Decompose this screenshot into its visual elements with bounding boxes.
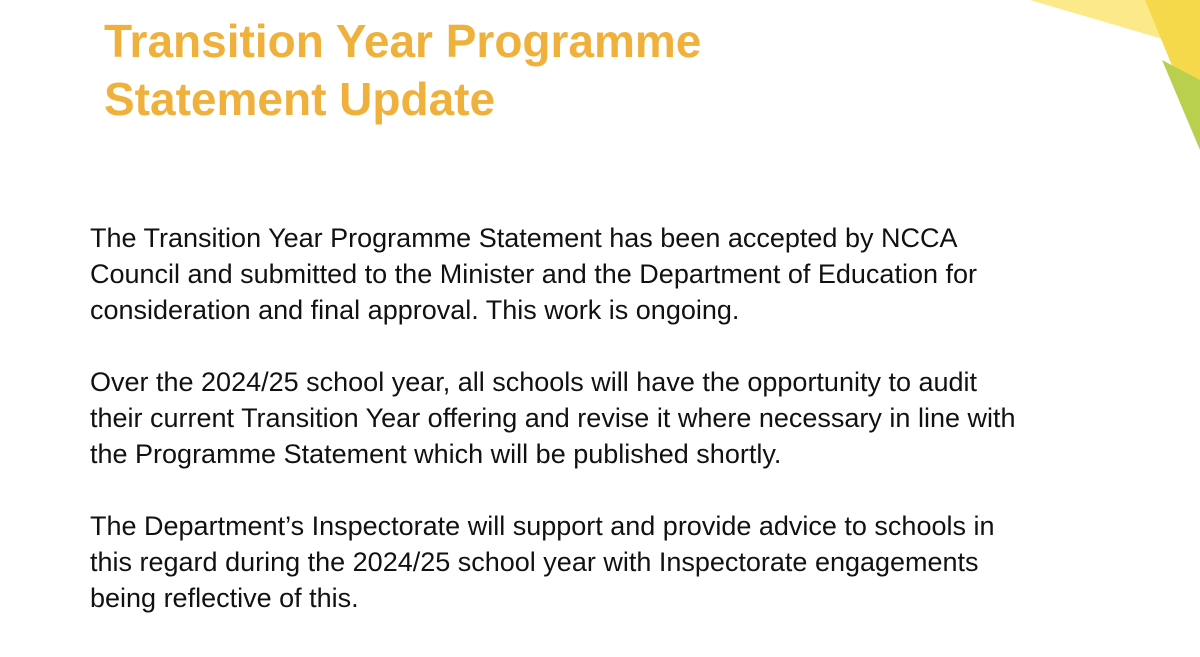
- paragraph-line: being reflective of this.: [90, 583, 359, 613]
- page-title-line: Transition Year Programme: [104, 15, 702, 67]
- paragraph-line: Over the 2024/25 school year, all schools will have the opportunity to audit: [90, 367, 978, 397]
- paragraph-line: consideration and final approval. This work is ongoing.: [90, 295, 740, 325]
- paragraph-2: [90, 364, 1170, 472]
- corner-decoration: [1030, 0, 1200, 160]
- paragraph-line: Council and submitted to the Minister and the Department of Education for: [90, 259, 977, 289]
- paragraph-line: this regard during the 2024/25 school year with Inspectorate engagements: [90, 547, 979, 577]
- page-title-line: Statement Update: [104, 73, 496, 125]
- paragraph-1: [90, 220, 1170, 328]
- document-body: [90, 220, 1170, 652]
- paragraph-line: their current Transition Year offering and revise it where necessary in line with: [90, 403, 1016, 433]
- paragraph-3: [90, 508, 1170, 616]
- paragraph-line: The Transition Year Programme Statement has been accepted by NCCA: [90, 223, 958, 253]
- paragraph-line: the Programme Statement which will be published shortly.: [90, 439, 782, 469]
- page-title: [104, 12, 701, 128]
- paragraph-line: The Department’s Inspectorate will support and provide advice to schools in: [90, 511, 995, 541]
